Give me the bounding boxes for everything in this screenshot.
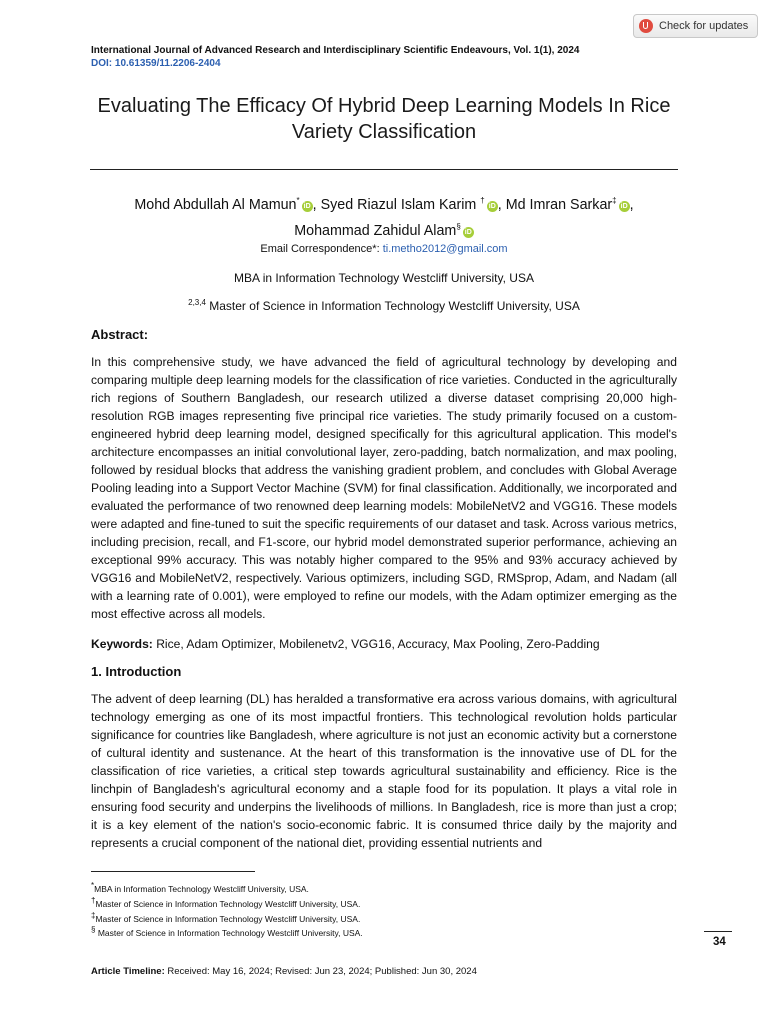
footnote-item xyxy=(91,924,363,939)
affiliation-primary: MBA in Information Technology Westcliff University, USA xyxy=(234,271,534,285)
introduction-heading: 1. Introduction xyxy=(91,664,182,679)
page-number-rule xyxy=(704,931,732,932)
page-number: 34 xyxy=(713,936,726,948)
author-mark: § xyxy=(456,221,461,231)
footnote-text: Master of Science in Information Technology Westcliff University, USA. xyxy=(95,898,361,909)
article-timeline xyxy=(91,966,477,977)
paper-title: Evaluating The Efficacy Of Hybrid Deep Learning Models In Rice Variety Classification xyxy=(97,95,671,143)
author-mark: ‡ xyxy=(612,196,617,205)
footnote-text: MBA in Information Technology Westcliff University, USA. xyxy=(94,883,309,894)
author-separator: , xyxy=(497,196,506,213)
affiliation-text: Master of Science in Information Technology Westcliff University, USA xyxy=(205,299,580,313)
keywords-text: Rice, Adam Optimizer, Mobilenetv2, VGG16, Accuracy, Max Pooling, Zero-Padding xyxy=(152,637,600,651)
journal-header: International Journal of Advanced Research and Interdisciplinary Scientific Endeavours, Vol. 1(1), 2024 xyxy=(91,45,580,56)
check-updates-label: Check for updates xyxy=(659,20,749,32)
author-mark: * xyxy=(296,196,300,205)
author-mark: † xyxy=(480,196,485,205)
author-list xyxy=(80,190,688,242)
keywords xyxy=(91,637,677,651)
footnote-mark: ‡ xyxy=(91,910,96,920)
footnote-mark: § xyxy=(91,925,96,935)
footnote-divider xyxy=(91,871,255,872)
email-link[interactable]: ti.metho2012@gmail.com xyxy=(382,243,508,255)
footnote-text: Master of Science in Information Technology Westcliff University, USA. xyxy=(95,928,363,939)
email-correspondence xyxy=(0,243,768,255)
author-separator: , xyxy=(312,196,321,213)
affiliation-secondary xyxy=(0,298,768,313)
orcid-icon[interactable]: iD xyxy=(303,202,311,210)
abstract-heading: Abstract: xyxy=(91,327,149,342)
author-name: Md Imran Sarkar xyxy=(505,196,613,213)
author-name: Syed Riazul Islam Karim xyxy=(320,196,481,213)
email-label: Email Correspondence*: xyxy=(260,243,383,255)
timeline-label: Article Timeline: xyxy=(91,966,165,977)
title-divider xyxy=(90,169,678,170)
footnote-item xyxy=(91,880,363,895)
footnotes xyxy=(91,880,363,939)
footnote-text: Master of Science in Information Technology Westcliff University, USA. xyxy=(95,913,361,924)
affiliation-sup: 2,3,4 xyxy=(188,298,206,307)
footnote-item xyxy=(91,910,363,925)
author-name: Mohd Abdullah Al Mamun xyxy=(134,196,297,213)
doi-link[interactable]: DOI: 10.61359/11.2206-2404 xyxy=(91,58,221,69)
footnote-mark: † xyxy=(91,895,96,905)
orcid-icon[interactable]: iD xyxy=(464,228,472,236)
abstract-body: In this comprehensive study, we have advanced the field of agricultural technology by developing and comparing multiple deep learning models for the classification of rice varieties. Conducted in the agriculturally rich regions of Southern Bangladesh, our research utilized a diverse dataset comprising 20,000 high-resolution RGB images representing five principal rice varieties. The study primarily focused on a custom-engineered hybrid deep learning model, designed specifically for this agricultural application. This model's architecture encompasses an initial convolutional layer, zero-padding, batch normalization, and max pooling, followed by residual blocks that address the vanishing gradient problem, and concludes with Global Average Pooling leading into a Support Vector Machine (SVM) for final classification. Additionally, we incorporated and evaluated the performance of two renowned deep learning models: MobileNetV2 and VGG16. These models were adapted and fine-tuned to suit the specific requirements of our dataset and task. Across various metrics, including precision, recall, and F1-score, our hybrid model demonstrated superior performance, achieving an exceptional 99% accuracy. This was notably higher compared to the 95% and 93% accuracy achieved by VGG16 and MobileNetV2, respectively. Various optimizers, including SGD, RMSprop, Adam, and Nadam (all with a learning rate of 0.001), were employed to refine our models, with the Adam optimizer emerging as the most effective across all models. xyxy=(91,355,677,621)
orcid-icon[interactable]: iD xyxy=(620,202,628,210)
author-separator: , xyxy=(629,196,634,213)
orcid-icon[interactable]: iD xyxy=(488,202,496,210)
check-for-updates-button[interactable] xyxy=(633,14,758,38)
keywords-label: Keywords: xyxy=(91,637,153,651)
author-name: Mohammad Zahidul Alam xyxy=(294,222,457,239)
footnote-item xyxy=(91,895,363,910)
introduction-body: The advent of deep learning (DL) has heralded a transformative era across various domains, with agricultural technology emerging as one of its most impactful frontiers. This technological revolution holds particular significance for countries like Bangladesh, where agriculture is not just an economic activity but a cornerstone of cultural identity and sustenance. At the heart of this transformation is the innovative use of DL for the classification of rice varieties, a critical step towards agricultural sustainability and efficiency. Rice is the linchpin of Bangladesh's agricultural economy and a staple food for its population. It plays a vital role in ensuring food security and underpins the livelihoods of millions. In Bangladesh, rice is more than just a crop; it is a key element of the nation's socio-economic fabric. It is consumed thrice daily by the majority and represents a crucial component of the national diet, providing essential nutrients and xyxy=(91,692,677,850)
check-updates-icon xyxy=(639,19,653,33)
timeline-text: Received: May 16, 2024; Revised: Jun 23, 2024; Published: Jun 30, 2024 xyxy=(164,966,477,977)
footnote-mark: * xyxy=(91,881,95,890)
